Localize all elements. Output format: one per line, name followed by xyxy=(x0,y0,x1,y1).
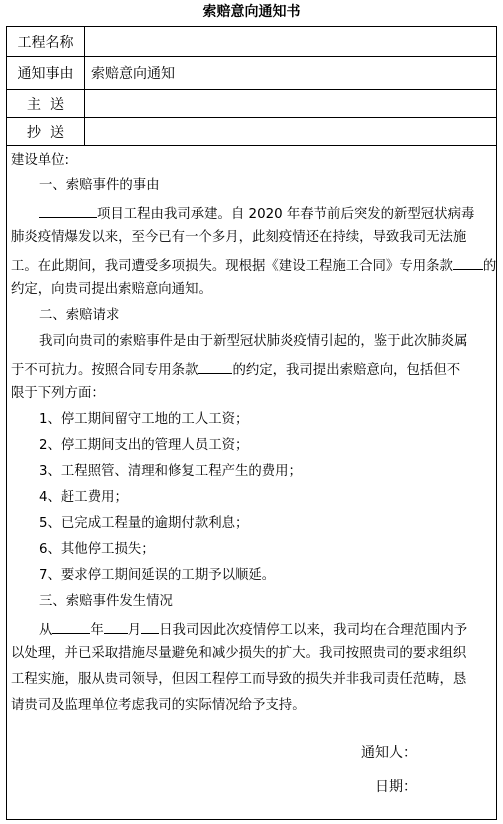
para-3-line-4: 请贵司及监理单位考虑我司的实际情况给予支持。 xyxy=(11,698,306,713)
project-name-label: 工程名称 xyxy=(7,27,85,56)
section-3-heading: 三、索赔事件发生情况 xyxy=(39,594,173,609)
para-3-line-1 xyxy=(39,618,467,641)
main-recipient-label: 主 送 xyxy=(7,90,85,117)
row-project-name xyxy=(7,27,496,57)
year-blank[interactable] xyxy=(52,618,90,634)
claim-item-7: 7、要求停工期间延误的工期予以顺延。 xyxy=(39,568,276,583)
clause-blank-2[interactable] xyxy=(198,358,232,374)
claim-item-6: 6、其他停工损失； xyxy=(39,542,155,557)
section-2-heading: 二、索赔请求 xyxy=(39,308,120,323)
from-label: 从 xyxy=(39,623,53,638)
month-label: 月 xyxy=(127,623,142,638)
para-2-line-3: 限于下列方面： xyxy=(11,386,105,401)
row-cc xyxy=(7,118,496,146)
row-notice-subject xyxy=(7,57,496,90)
para-3-line-1-text: 日我司因此次疫情停工以来，我司均在合理范围内予 xyxy=(159,623,468,638)
para-1-line-4: 约定，向贵司提出索赔意向通知。 xyxy=(11,282,212,297)
project-name-blank[interactable] xyxy=(39,202,97,218)
para-1-line-2: 肺炎疫情爆发以来，至今已有一个多月，此刻疫情还在持续，导致我司无法施 xyxy=(11,230,467,245)
row-main-recipient xyxy=(7,90,496,118)
notice-subject-label: 通知事由 xyxy=(7,57,85,89)
claim-item-4: 4、赶工费用； xyxy=(39,490,128,505)
para-2-line-2 xyxy=(11,358,460,381)
para-1-line-3-end: 的 xyxy=(482,259,497,274)
para-2-line-2-text: 于不可抗力。按照合同专用条款 xyxy=(11,363,199,378)
document-title: 索赔意向通知书 xyxy=(202,4,301,20)
date-label: 日期： xyxy=(375,779,417,795)
claim-item-5: 5、已完成工程量的逾期付款利息； xyxy=(39,516,249,531)
para-2-line-2-end: 的约定，我司提出索赔意向，包括但不 xyxy=(232,363,461,378)
notice-subject-value[interactable]: 索赔意向通知 xyxy=(91,66,175,82)
cc-label: 抄 送 xyxy=(7,118,85,145)
claim-item-2: 2、停工期间支出的管理人员工资； xyxy=(39,438,249,453)
section-1-heading: 一、索赔事件的事由 xyxy=(39,178,160,193)
para-1-line-1 xyxy=(39,202,474,225)
para-3-line-2: 以处理，并已采取措施尽量避免和减少损失的扩大。我司按照贵司的要求组织 xyxy=(11,646,467,661)
claim-item-3: 3、工程照管、清理和修复工程产生的费用； xyxy=(39,464,302,479)
para-3-line-3: 工程实施，服从贵司领导，但因工程停工而导致的损失并非我司责任范畴，恳 xyxy=(11,672,467,687)
notifier-label: 通知人： xyxy=(361,745,417,761)
para-1-line-3-text: 工。在此期间，我司遭受多项损失。现根据《建设工程施工合同》专用条款 xyxy=(11,259,453,274)
notice-form xyxy=(6,26,497,820)
para-2-line-1: 我司向贵司的索赔事件是由于新型冠状肺炎疫情引起的，鉴于此次肺炎属 xyxy=(39,334,468,349)
para-1-line-1-text: 项目工程由我司承建。自 2020 年春节前后突发的新型冠状病毒 xyxy=(97,207,475,222)
clause-blank-1[interactable] xyxy=(453,254,483,270)
addressee: 建设单位: xyxy=(11,153,70,168)
para-1-line-3 xyxy=(11,254,496,277)
day-blank[interactable] xyxy=(141,618,159,634)
month-blank[interactable] xyxy=(104,618,128,634)
year-label: 年 xyxy=(90,623,104,638)
claim-item-1: 1、停工期间留守工地的工人工资； xyxy=(39,412,249,427)
